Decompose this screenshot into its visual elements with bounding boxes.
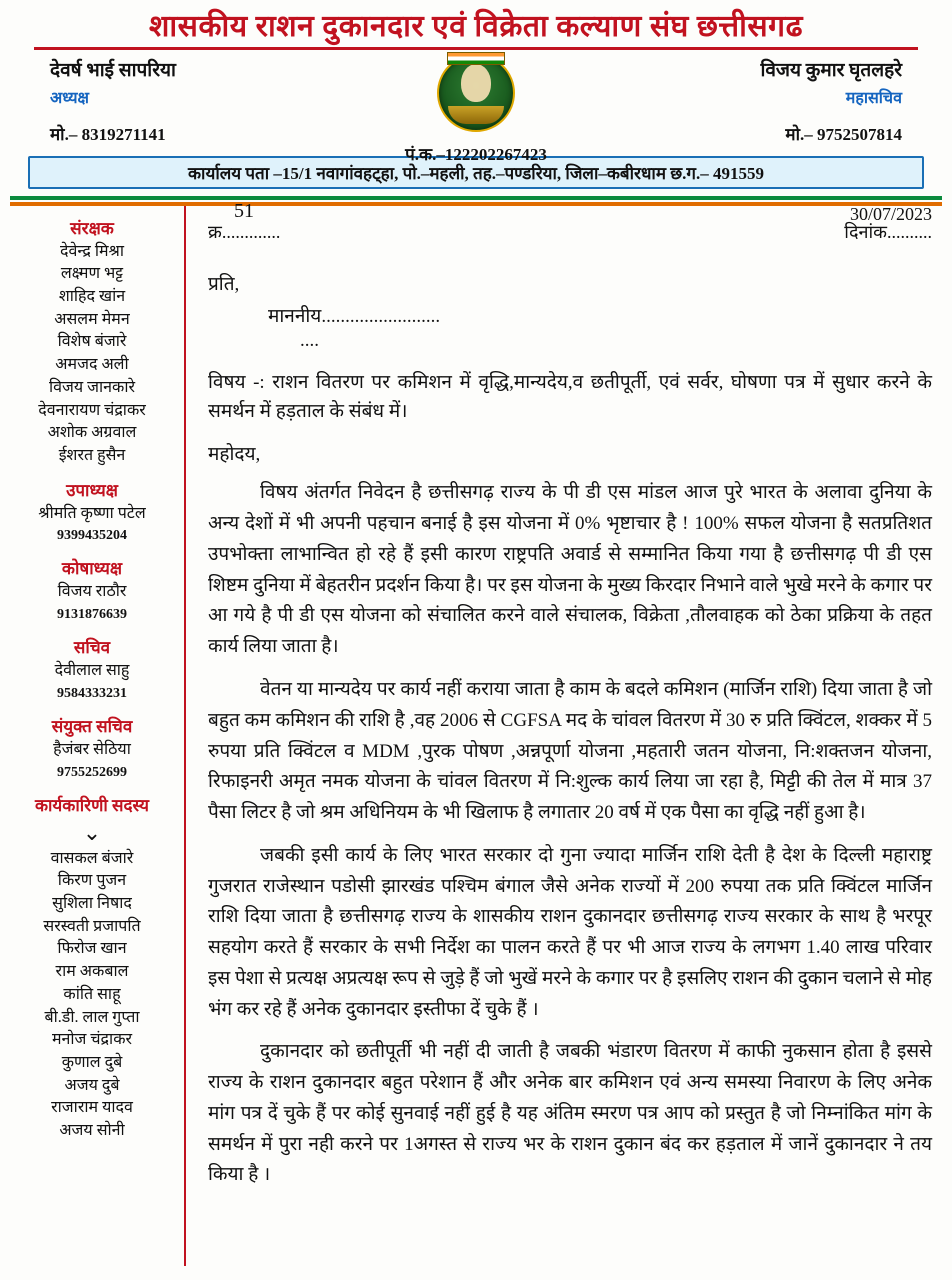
sidebar-member-name: अजय सोनी — [59, 1122, 125, 1140]
left-officer-mobile: मो.– 8319271141 — [50, 124, 166, 144]
recipient-label: प्रति, — [208, 273, 240, 295]
letter-number-block — [208, 199, 281, 244]
right-officer-mobile: मो.– 9752507814 — [785, 124, 902, 144]
letter-meta-row — [208, 199, 932, 244]
sidebar-section-heading: कोषाध्यक्ष — [61, 559, 123, 579]
sidebar-section-heading: सचिव — [73, 638, 111, 658]
sidebar-member-name: शाहिद खांन — [58, 287, 126, 305]
sidebar-member-phone: 9755252699 — [57, 764, 127, 780]
sidebar-member-name: राजाराम यादव — [51, 1099, 133, 1117]
sidebar-member-name: अमजद अली — [55, 356, 129, 374]
sidebar-spacer — [6, 704, 178, 710]
office-address-bar: कार्यालय पता –15/1 नवागांवहट्हा, पो.–महली, तह.–पण्डरिया, जिला–कबीरधाम छ.ग.– 491559 — [28, 156, 924, 189]
sidebar-member-name: ईशरत हुसैन — [58, 446, 126, 464]
sidebar-member-phone: 9131876639 — [57, 607, 127, 623]
sidebar-member-phone: 9399435204 — [57, 528, 127, 544]
office-bearers-sidebar — [0, 206, 186, 1266]
sidebar-section-heading: कार्यकारिणी सदस्य — [34, 795, 150, 815]
sidebar-member-name: लक्ष्मण भट्ट — [60, 265, 124, 283]
letter-date-value: 30/07/2023 — [849, 203, 932, 224]
right-officer — [612, 56, 924, 145]
sidebar-member-name: असलम मेमन — [54, 310, 130, 328]
letter-paragraph-3: जबकी इसी कार्य के लिए भारत सरकार दो गुना ज्यादा मार्जिन राशि देती है देश के दिल्ली महाराष्ट्र गुजरात राजेस्थान पडोसी झारखंड पश्चिम बंगाल जैसे अनेक राज्यों में 200 रुपया तक प्रति क्विंटल मार्जिन राशि दिया जाता है छत्तीसगढ़ राज्य के शासकीय राशन दुकानदार छत्तीसगढ़ राज्य सरकार के साथ है भरपूर सहयोग करते हैं सरकार के सभी निर्देश का पालन करते हैं पर भी आज राज्य के लगभग 1.40 लाख परिवार इस पेशा से प्रत्यक्ष अप्रत्यक्ष रूप से जुड़े हैं जो भुखें मरने के कगार पर है इसलिए राशन की दुकान चलाने से मोह भंग कर रहे हैं अनेक दुकानदार इस्तीफा दें चुके हैं । — [208, 844, 932, 1020]
national-emblem-icon — [437, 54, 515, 132]
sidebar-member-name: विजय जानकारे — [48, 378, 136, 396]
sidebar-member-name: किरण पुजन — [57, 872, 127, 890]
sidebar-spacer — [6, 546, 178, 552]
letter-date-dots: .......... — [887, 221, 932, 242]
sidebar-spacer — [6, 783, 178, 789]
sidebar-member-name: देवेन्द्र मिश्रा — [59, 242, 125, 260]
sidebar-member-name: फिरोज खान — [57, 940, 127, 958]
sidebar-member-name: अजय दुबे — [64, 1076, 120, 1094]
letter-date-label: दिनांक — [844, 221, 887, 242]
header-divider-green — [10, 196, 942, 200]
letterhead — [0, 0, 952, 206]
emblem-banner-icon — [447, 52, 505, 65]
sidebar-member-name: सुशिला निषाद — [52, 895, 132, 912]
recipient-line-2: .... — [300, 329, 319, 351]
right-officer-role: महासचिव — [845, 89, 902, 107]
right-officer-name: विजय कुमार घृतलहरे — [760, 59, 902, 81]
sidebar-member-name: श्रीमति कृष्णा पटेल — [38, 504, 146, 522]
registration-number: पं.क.–122202267423 — [405, 144, 547, 164]
recipient-block — [208, 270, 932, 352]
left-officer-role: अध्यक्ष — [50, 89, 89, 107]
sidebar-member-name: कांति साहू — [63, 985, 121, 1003]
letter-paragraph-2: वेतन या मान्यदेय पर कार्य नहीं कराया जाता है काम के बदले कमिशन (मार्जिन राशि) दिया जाता है जो बहुत कम कमिशन की राशि है ,वह 2006 से CGFSA मद के चांवल वितरण में 30 रु प्रति क्विंटल, शक्कर में 5 रुपया प्रति क्विंटल व MDM ,पुरक पोषण ,अन्नपूर्णा योजना ,महतारी जतन योजना, नि:शक्तजन योजना, रिफाइनरी अमृत नमक योजना के चांवल वितरण में नि:शुल्क कार्य लिया जा रहा है, मिट्टी की तेल में मात्र 37 पैसा लिटर है जो श्रम अधिनियम के भी खिलाफ है लगातार 20 वर्ष में एक पैसा का वृद्धि नहीं हुआ है। — [208, 678, 932, 824]
letter-paragraph-1: विषय अंतर्गत निवेदन है छत्तीसगढ़ राज्य के पी डी एस मांडल आज पुरे भारत के अलावा दुनिया के अन्य देशों में भी अपनी पहचान बनाई है इस योजना में 0% भृष्टाचार है ! 100% सफल योजना है सतप्रतिशत उपभोक्ता लाभान्वित हो रहे हैं इसी कारण राष्ट्रपति अवार्ड से सम्मानित किया गया है छत्तीसगढ़ पी डी एस शिष्टम दुनिया में बेहतरीन प्रदर्शन किया है। पर इस योजना के मुख्य किरदार निभाने वाले भुखे मरने के कगार पर आ गये है पी डी एस योजना को संचालित करने वाले संचालक, विक्रेता ,तौलवाहक को ठेका प्रक्रिया के तहत कार्य लिया जाता है। — [208, 482, 932, 658]
sidebar-section-heading: संयुक्त सचिव — [51, 716, 133, 736]
sidebar-member-name: कुणाल दुबे — [61, 1054, 123, 1072]
sidebar-member-name: वासकल बंजारे — [50, 849, 134, 867]
sidebar-member-name: देवीलाल साहु — [54, 662, 130, 680]
letter-subject: विषय -: राशन वितरण पर कमिशन में वृद्धि,मान्यदेय,व छतीपूर्ती, एवं सर्वर, घोषणा पत्र में सुधार करने के समर्थन में हड़ताल के संबंध में। — [208, 371, 932, 422]
sidebar-member-name: देवनारायण चंद्राकर — [38, 401, 146, 419]
sidebar-member-name: अशोक अग्रवाल — [47, 424, 137, 442]
chevron-down-icon: ⌄ — [82, 819, 102, 845]
organization-title: शासकीय राशन दुकानदार एवं विक्रेता कल्याण संघ छत्तीसगढ — [149, 10, 803, 43]
sidebar-member-name: बी.डी. लाल गुप्ता — [44, 1008, 140, 1026]
sidebar-member-phone: 9584333231 — [57, 685, 127, 701]
sidebar-member-name: विजय राठौर — [57, 583, 127, 601]
letter-content — [186, 199, 952, 1266]
sidebar-spacer — [6, 625, 178, 631]
left-officer-name: देवर्ष भाई सापरिया — [50, 59, 176, 81]
document-body — [0, 199, 952, 1266]
letter-date-block — [844, 203, 932, 244]
letter-number-label: क्र............. — [208, 221, 281, 242]
officers-row — [10, 56, 942, 164]
left-officer — [28, 56, 340, 145]
sidebar-spacer — [6, 468, 178, 474]
sidebar-section-heading: उपाध्यक्ष — [66, 480, 118, 500]
emblem-block — [346, 54, 606, 165]
sidebar-member-name: राम अकबाल — [55, 963, 129, 981]
letter-number-value: 51 — [234, 199, 254, 222]
sidebar-member-name: विशेष बंजारे — [57, 333, 127, 351]
letter-salutation: महोदय, — [208, 444, 261, 466]
sidebar-spacer — [6, 1143, 178, 1149]
sidebar-member-name: सरस्वती प्रजापति — [43, 917, 141, 935]
sidebar-member-name: मनोज चंद्राकर — [51, 1031, 133, 1049]
title-divider — [34, 47, 918, 50]
sidebar-section-heading: संरक्षक — [70, 218, 114, 238]
sidebar-member-name: हैजंबर सेठिया — [53, 740, 131, 758]
letter-paragraph-4: दुकानदार को छतीपूर्ती भी नहीं दी जाती है जबकी भंडारण वितरण में काफी नुकसान होता है इससे राज्य के राशन दुकानदार बहुत परेशान हैं और अनेक बार कमिशन एवं अन्य समस्या निवारण के लिए अनेक मांग पत्र दें चुके हैं पर कोई सुनवाई नहीं हुई है यह अंतिम स्मरण पत्र आप को प्रस्तुत है जो निम्नांकित मांग के समर्थन में पुरा नही करने पर 1अगस्त से राज्य भर के राशन दुकान बंद कर हड़ताल में जानें दुकानदार ने तय किया है । — [208, 1041, 932, 1186]
recipient-line-1: माननीय......................... — [268, 305, 441, 327]
